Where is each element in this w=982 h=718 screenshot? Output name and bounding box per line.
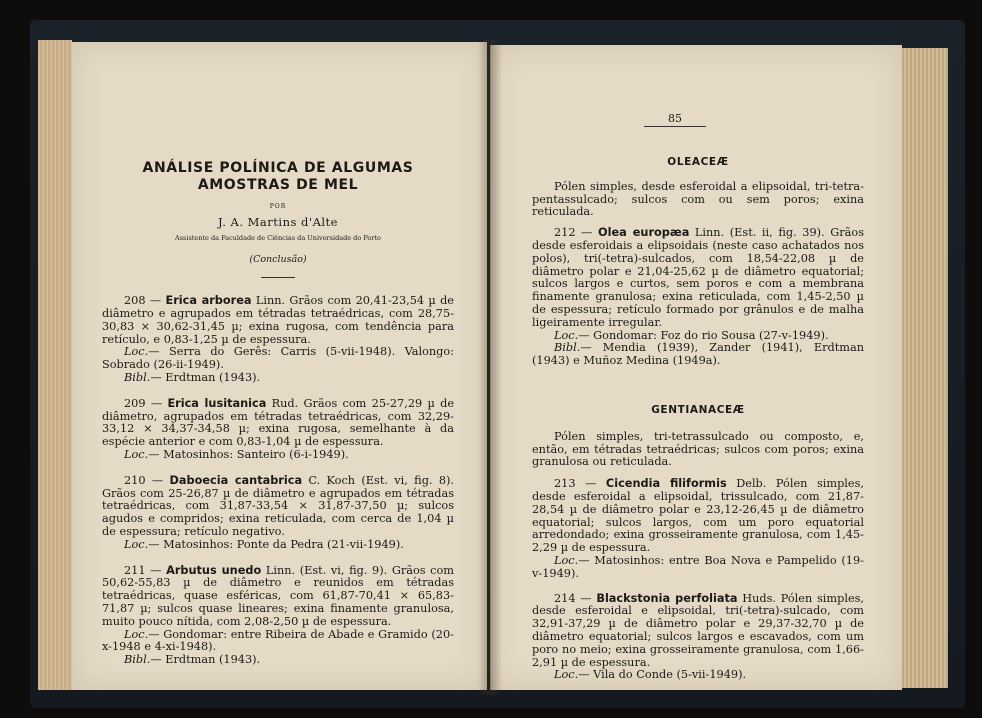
byline-por: POR [269, 203, 287, 210]
right-page-content [532, 140, 864, 682]
entry-number: 210 — [124, 473, 164, 487]
entry-description: Linn. (Est. ii, fig. 39). Grãos desde esferoidais a elipsoidais (neste caso achatados nos polos), tri(-tetra)-sulcados, com 18,54-22,08 µ de diâmetro polar e 21,04-25,62 µ de diâmetro equatorial; sulcos largos e curtos, sem poros e com a membrana finamente granulosa; exina reticulada, com 1,45-2,50 µ de espessura; retículo formado por grânulos e de malha ligeiramente irregular. [532, 226, 865, 329]
species-name: Erica lusitanica [167, 396, 267, 410]
entry-description: Linn. Grãos com 20,41-23,54 µ de diâmetro e agrupados em tétradas tetraédricas, com 28,75-30,83 × 30,62-31,45 µ; exina rugosa, com tendência para retículo, e 0,83-1,25 µ de espessura. [102, 294, 454, 346]
loc-label: Loc. [554, 668, 579, 682]
page-number: 85 [668, 112, 682, 125]
entry-locality [532, 669, 864, 682]
conclusion-note: (Conclusão) [249, 254, 307, 266]
page-number-rule [644, 126, 706, 127]
entry-text [532, 478, 864, 555]
entry-locality [102, 449, 454, 462]
entry-description: Linn. (Est. vi, fig. 9). Grãos com 50,62-55,83 µ de diâmetro e reunidos em tétradas tetraédricas, quase esféricas, com 61,87-70,41 × 65,83-71,87 µ; sulcos quase lineares; exina finamente granulosa, muito pouco nítida, com 2,08-2,50 µ de espessura. [102, 563, 455, 628]
species-name: Erica arborea [165, 294, 252, 308]
entry-text [532, 227, 864, 329]
author-affiliation: Assistente da Faculdade de Ciências da Universidade do Porto [175, 233, 381, 242]
entry-211 [102, 565, 454, 667]
entry-210 [102, 475, 454, 552]
family-intro-gentianaceae: Pólen simples, tri-tetrassulcado ou composto, e, então, em tétradas tetraédricas; sulcos com poros; exina granulosa ou reticulada. [532, 429, 864, 469]
family-heading-oleaceae: OLEACEÆ [667, 156, 729, 168]
entry-description: Delb. Pólen simples, desde esferoidal a elipsoidal, trissulcado, com 21,87-28,54 µ de diâmetro polar e 23,12-26,45 µ de diâmetro equatorial; sulcos largos, com um poro equatorial arredondado; exina grosseiramente granulosa, com 1,45-2,29 µ de espessura. [532, 477, 864, 555]
loc-label: Loc. [124, 537, 149, 551]
entry-number: 208 — [124, 294, 162, 308]
loc-label: Loc. [554, 328, 579, 342]
loc-text: — Serra do Gerês: Carris (5-vii-1948). Valongo: Sobrado (26-ii-1949). [102, 345, 454, 372]
entry-214 [532, 593, 864, 683]
entry-number: 213 — [554, 477, 597, 491]
loc-text: — Matosinhos: entre Boa Nova e Pampelido (19-v-1949). [532, 553, 864, 580]
species-name: Cicendia filiformis [605, 477, 727, 491]
entry-description: Rud. Grãos com 25-27,29 µ de diâmetro, agrupados em tétradas tetraédricas, com 32,29-33,12 × 34,37-34,58 µ; exina rugosa, semelhante à da espécie anterior e com 0,83-1,04 µ de espessura. [102, 396, 455, 449]
entry-number: 211 — [124, 563, 162, 577]
left-page-content [102, 160, 454, 667]
entry-text [102, 398, 454, 449]
loc-text: — Gondomar: entre Ribeira de Abade e Gramido (20-x-1948 e 4-xi-1948). [102, 627, 454, 654]
bibl-text: — Erdtman (1943). [150, 653, 261, 667]
entry-locality [532, 555, 864, 581]
entry-text [532, 593, 864, 670]
loc-label: Loc. [124, 345, 149, 359]
entry-number: 209 — [124, 396, 163, 410]
bibl-text: — Mendia (1939), Zander (1941), Erdtman (1943) e Muñoz Medina (1949a). [532, 341, 864, 368]
loc-label: Loc. [554, 553, 579, 567]
entry-209 [102, 398, 454, 462]
loc-label: Loc. [124, 447, 149, 461]
loc-text: — Matosinhos: Ponte da Pedra (21-vii-1949). [148, 537, 404, 551]
species-name: Olea europæa [598, 226, 690, 240]
family-intro-oleaceae: Pólen simples, desde esferoidal a elipsoidal, tri-tetra-pentassulcado; sulcos com ou sem poros; exina reticulada. [532, 179, 864, 219]
bibl-text: — Erdtman (1943). [150, 370, 261, 384]
title-rule [261, 277, 295, 278]
loc-text: — Matosinhos: Santeiro (6-i-1949). [148, 447, 349, 461]
entry-locality [102, 346, 454, 372]
entry-213 [532, 478, 864, 580]
species-name: Daboecia cantabrica [169, 473, 303, 487]
entry-description: C. Koch (Est. vi, fig. 8). Grãos com 25-26,87 µ de diâmetro e agrupados em tétradas tetraédricas, com 31,87-33,54 × 31,87-37,50 µ; sulcos agudos e compridos; exina reticulada, com cerca de 1,04 µ de espessura; retículo negativo. [102, 473, 455, 538]
page-edges-left [38, 40, 72, 690]
entry-text [102, 295, 454, 346]
loc-label: Loc. [124, 627, 149, 641]
entry-bibliography [102, 654, 454, 667]
entry-208 [102, 295, 454, 385]
bibl-label: Bibl. [554, 341, 581, 355]
entry-212 [532, 227, 864, 368]
article-title-line1: ANÁLISE POLÍNICA DE ALGUMAS [142, 160, 414, 176]
article-title-line2: AMOSTRAS DE MEL [197, 177, 359, 193]
entry-text [102, 565, 454, 629]
loc-text: — Gondomar: Foz do rio Sousa (27-v-1949). [578, 328, 829, 342]
bibl-label: Bibl. [124, 370, 151, 384]
entry-bibliography [102, 372, 454, 385]
family-heading-gentianaceae: GENTIANACEÆ [651, 403, 745, 416]
species-name: Blackstonia perfoliata [596, 591, 738, 605]
entry-bibliography [532, 342, 864, 368]
entry-description: Huds. Pólen simples, desde esferoidal e elipsoidal, tri(-tetra)-sulcado, com 32,91-37,29 µ de diâmetro polar e 29,37-32,70 µ de diâmetro equatorial; sulcos largos e escavados, com um poro no meio; exina grosseiramente granulosa, com 1,66-2,91 µ de espessura. [532, 591, 865, 669]
species-name: Arbutus unedo [166, 563, 262, 577]
entry-number: 214 — [554, 591, 592, 605]
book-gutter [478, 40, 502, 695]
author-name: J. A. Martins d'Alte [218, 214, 338, 229]
entry-locality [102, 539, 454, 552]
entry-text [102, 475, 454, 539]
entry-number: 212 — [554, 226, 593, 240]
page-edges-right [902, 48, 948, 688]
bibl-label: Bibl. [124, 653, 151, 667]
loc-text: — Vila do Conde (5-vii-1949). [578, 668, 747, 682]
entry-locality [102, 629, 454, 655]
